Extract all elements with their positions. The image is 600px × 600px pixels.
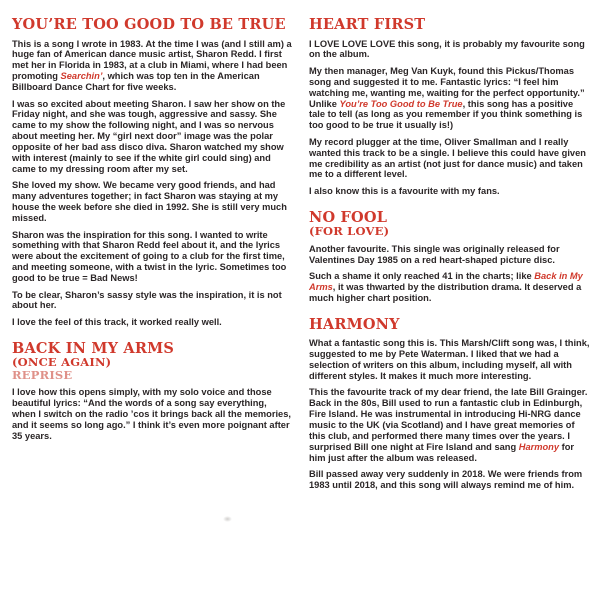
heading-line: HEART FIRST	[309, 16, 426, 33]
section-heading	[309, 210, 590, 238]
song-title-reference: Harmony	[518, 441, 560, 452]
text-segment: , which was top ten in the American Billboard Dance Chart for five weeks.	[12, 71, 260, 93]
text-segment: What a fantastic song this is. This Marsh/Clift song was, I think, suggested to me by Pete Waterman. I liked that we had a selection of writers on this album, including myself, all with different styles. It makes it much more interesting.	[309, 338, 590, 382]
text-segment: To be clear, Sharon’s sassy style was the inspiration, it is not about her.	[12, 289, 282, 311]
paragraph	[309, 137, 590, 181]
paragraph	[309, 66, 590, 131]
song-title-reference: Searchin’	[60, 71, 103, 82]
paragraph	[309, 39, 590, 61]
song-title-reference: Back in My Arms	[309, 271, 583, 292]
left-column	[12, 16, 293, 600]
section-heading	[12, 17, 293, 33]
text-segment: This the favourite track of my dear friend, the late Bill Grainger. Back in the 80s, Bill used to run a fantastic club in Edinburgh, Fire Island. He was instrumental in introducing Hi-NRG dance music to the UK (via Scotland) and I have great memories of this club, and performed there many times over the years. I surprised Bill one night at Fire Island and sang	[309, 387, 588, 452]
heading-line: HARMONY	[309, 315, 400, 333]
paragraph	[309, 244, 590, 266]
text-segment: I love the feel of this track, it worked really well.	[12, 316, 222, 327]
text-segment: , this song has a positive tale to tell (as long as you remember if you think something is too good to be true it usually is!)	[309, 98, 583, 131]
text-segment: I was so excited about meeting Sharon. I saw her show on the Friday night, and she was tough, aggressive and sassy. She came to my show the following night, and I was so nervous about meeting her. My “girl next door” image was the polar opposite of her bad ass disco diva. Sharon watched my show with interest (mainly to see if the white girl could sing) and came to my dressing room after my set.	[12, 98, 286, 174]
paragraph	[309, 338, 590, 382]
paragraph	[12, 230, 293, 285]
text-segment: This is a song I wrote in 1983. At the time I was (and I still am) a huge fan of American dance music artist, Sharon Redd. I first met her in Florida in 1983, at a club in Miami, where I had been promoting	[12, 38, 292, 82]
text-segment: , it was thwarted by the distribution drama. It deserved a much higher chart position.	[309, 282, 582, 303]
text-segment: I also know this is a favourite with my fans.	[309, 185, 500, 196]
song-title-reference: You’re Too Good to Be True	[339, 98, 463, 109]
paragraph	[12, 39, 293, 94]
paragraph	[12, 290, 293, 312]
heading-line: YOU’RE TOO GOOD TO BE TRUE	[12, 16, 286, 33]
text-segment: She loved my show. We became very good friends, and had many adventures together; in fact Sharon was staying at my house the week before she died in 1992. She is still very much missed.	[12, 180, 287, 224]
paragraph	[309, 469, 590, 491]
text-segment: Sharon was the inspiration for this song. I wanted to write something with that Sharon Redd feel about it, and the lyrics were about the excitement of going to a club for the first time, and meeting someone, with a twist in the lyric. Sometimes too good to be true = Bad News!	[12, 229, 287, 284]
paragraph	[12, 317, 293, 328]
text-segment: Such a shame it only reached 41 in the charts; like	[309, 271, 535, 282]
paragraph	[12, 387, 293, 442]
paragraph	[12, 180, 293, 224]
heading-line: BACK IN MY ARMS	[12, 339, 175, 357]
heading-line: (ONCE AGAIN)	[12, 355, 112, 370]
paragraph	[309, 271, 590, 304]
text-segment: Bill passed away very suddenly in 2018. We were friends from 1983 until 2018, and this song will always remind me of him.	[309, 469, 583, 491]
section-heading	[12, 341, 293, 382]
heading-line: NO FOOL	[309, 208, 388, 226]
text-segment: Another favourite. This single was originally released for Valentines Day 1985 on a red heart-shaped picture disc.	[309, 243, 560, 265]
heading-line: (FOR LOVE)	[309, 224, 390, 239]
text-segment: My record plugger at the time, Oliver Smallman and I really wanted this track to be a single. I believe this could have given me credibility as an artist (not just for dance music) and taken me to a different level.	[309, 136, 586, 180]
right-column	[309, 16, 590, 600]
scan-smudge	[223, 516, 232, 522]
text-segment: I LOVE LOVE LOVE this song, it is probably my favourite song on the album.	[309, 38, 585, 60]
text-segment: I love how this opens simply, with my solo voice and those beautiful lyrics: “And the words of a song say everything, when I switch on the radio ’cos it brings back all the memories, and it seems so long ago.” I think it’s even more poignant after 35 years.	[12, 387, 291, 441]
section-heading	[309, 17, 590, 33]
section-heading	[309, 317, 590, 333]
paragraph	[309, 387, 590, 463]
heading-line: REPRISE	[12, 367, 73, 382]
paragraph	[12, 99, 293, 175]
text-segment: My then manager, Meg Van Kuyk, found this Pickus/Thomas song and suggested it to me. Fantastic lyrics: “I feel him watching me, wanting me, waiting for the perfect opportunity.” Unlike	[309, 65, 585, 109]
paragraph	[309, 186, 590, 197]
text-segment: for him just after the album was released.	[309, 441, 575, 463]
